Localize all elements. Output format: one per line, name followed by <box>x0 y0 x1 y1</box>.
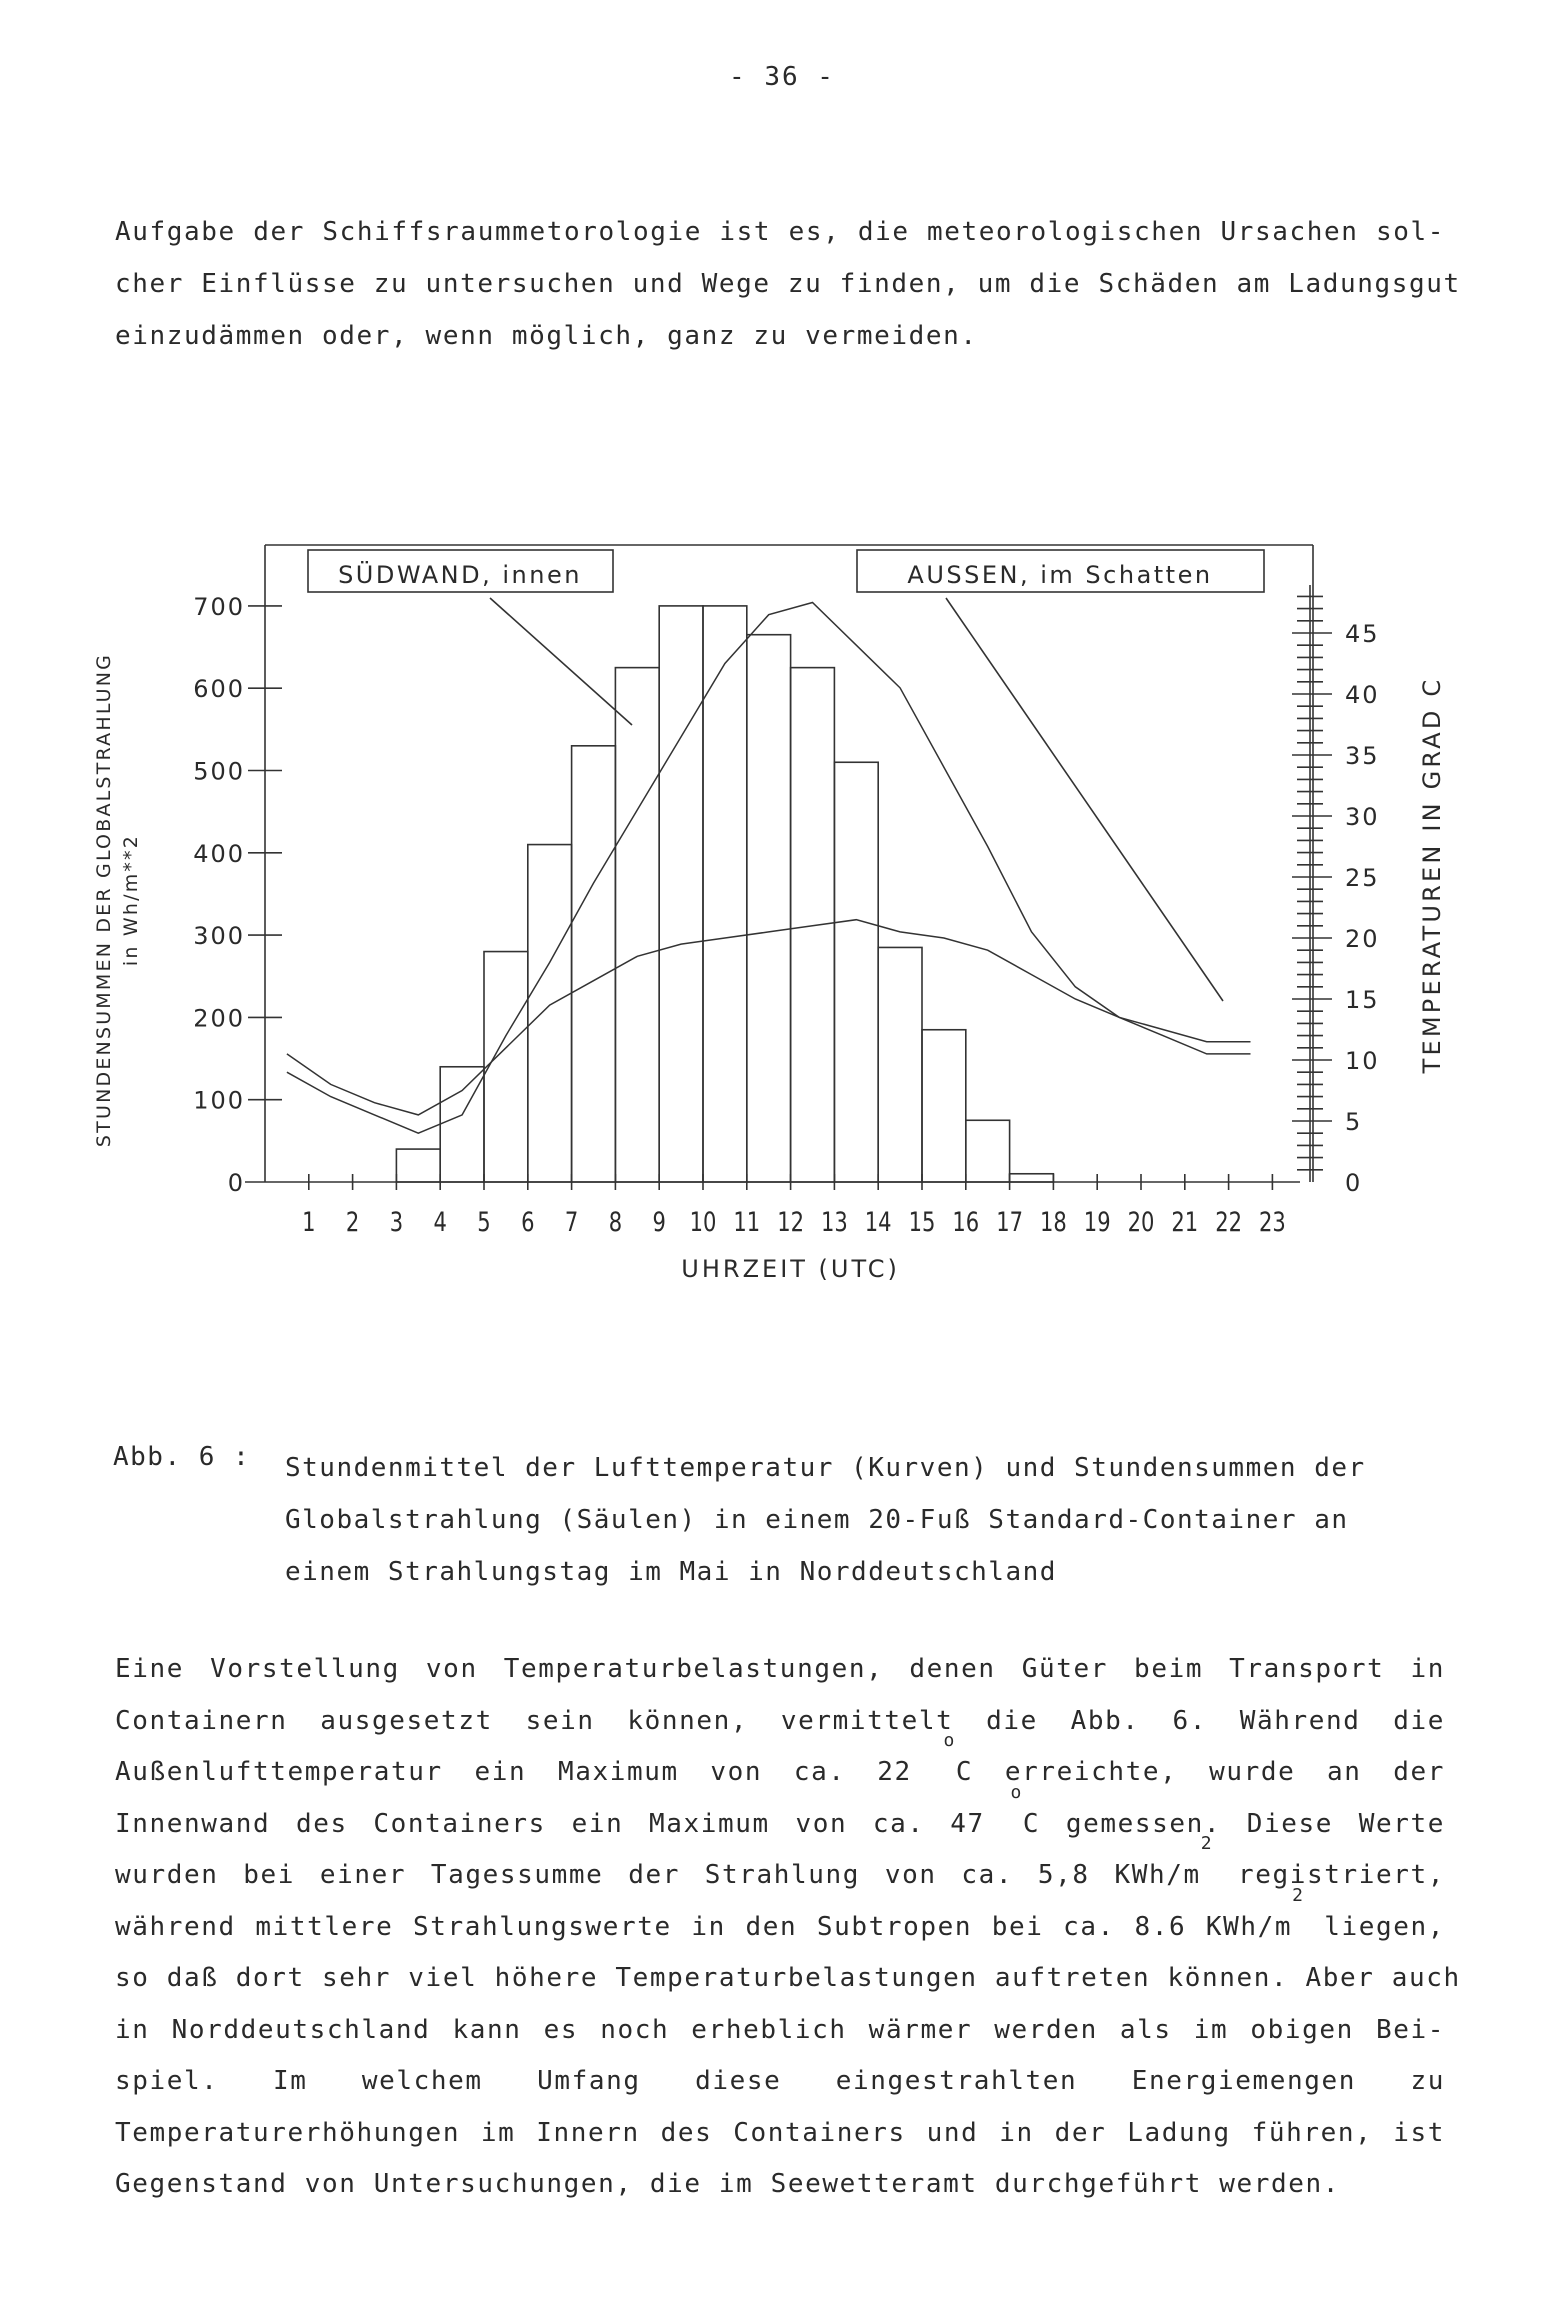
y-left-axis-unit: in Wh/m**2 <box>120 833 142 967</box>
degree-sign: o <box>1010 1781 1023 1803</box>
radiation-bar <box>572 746 616 1182</box>
x-tick-label: 12 <box>777 1206 805 1238</box>
intro-line: einzudämmen oder, wenn möglich, ganz zu vermeiden. <box>115 321 978 351</box>
y-right-tick-label: 45 <box>1345 620 1380 648</box>
x-tick-label: 22 <box>1215 1206 1243 1238</box>
x-tick-label: 11 <box>733 1206 761 1238</box>
radiation-bar <box>440 1067 484 1182</box>
y-left-tick-label: 500 <box>193 757 245 786</box>
intro-line: Aufgabe der Schiffsraummetorologie ist es, die meteorologischen Ursachen sol- <box>115 217 1445 247</box>
aussen-label: AUSSEN, im Schatten <box>907 561 1213 589</box>
radiation-bar <box>1010 1174 1054 1182</box>
radiation-bar <box>747 635 791 1182</box>
y-right-tick-label: 25 <box>1345 864 1380 892</box>
body-line: wurden bei einer Tagessumme der Strahlung von ca. 5,8 KWh/$m^2$ registriert, <box>115 1833 1445 1890</box>
radiation-bar <box>659 606 703 1182</box>
y-right-tick-label: 0 <box>1345 1169 1363 1197</box>
y-left-tick-label: 700 <box>193 592 245 621</box>
intro-paragraph <box>115 206 1461 362</box>
caption-line: Globalstrahlung (Säulen) in einem 20-Fuß Standard-Container an <box>285 1505 1349 1535</box>
x-tick-label: 16 <box>952 1206 980 1238</box>
x-tick-label: 10 <box>689 1206 717 1238</box>
radiation-bar <box>528 845 572 1182</box>
caption-label: Abb. 6 : <box>113 1442 251 1472</box>
radiation-temperature-chart <box>0 520 1564 1320</box>
x-tick-label: 8 <box>608 1206 623 1238</box>
radiation-bar <box>966 1120 1010 1182</box>
radiation-bar <box>615 668 659 1182</box>
caption-line: Stundenmittel der Lufttemperatur (Kurven) und Stundensummen der <box>285 1453 1366 1483</box>
y-right-tick-label: 35 <box>1345 742 1380 770</box>
body-line: so daß dort sehr viel höhere Temperaturbelastungen auftreten können. Aber auch <box>115 1963 1461 1993</box>
exponent: 2 <box>1200 1833 1214 1854</box>
body-line: spiel. Im welchem Umfang diese eingestrahlten Energiemengen zu <box>115 2066 1445 2096</box>
aussen-leader-line <box>946 598 1223 1001</box>
x-tick-label: 13 <box>820 1206 848 1238</box>
radiation-bar <box>834 762 878 1182</box>
body-line: Eine Vorstellung von Temperaturbelastungen, denen Güter beim Transport in <box>115 1654 1445 1684</box>
body-line: Temperaturerhöhungen im Innern des Containers und in der Ladung führen, ist <box>115 2117 1445 2148</box>
y-right-tick-label: 30 <box>1345 803 1380 831</box>
y-left-tick-label: 300 <box>193 922 245 951</box>
x-tick-label: 2 <box>345 1206 360 1238</box>
degree-sign: o <box>943 1730 956 1751</box>
x-tick-label: 23 <box>1258 1206 1286 1238</box>
x-axis-label: UHRZEIT (UTC) <box>681 1255 900 1283</box>
x-tick-label: 7 <box>564 1206 579 1238</box>
y-left-tick-label: 600 <box>193 675 245 704</box>
x-tick-label: 1 <box>302 1206 316 1238</box>
page-number: - 36 - <box>729 62 835 92</box>
x-tick-label: 4 <box>433 1206 447 1238</box>
y-right-tick-label: 10 <box>1345 1047 1380 1075</box>
radiation-bar <box>396 1149 440 1182</box>
y-right-tick-label: 5 <box>1345 1108 1363 1136</box>
body-line: Containern ausgesetzt sein können, vermittelt die Abb. 6. Während die <box>115 1705 1445 1736</box>
body-paragraph <box>115 1644 1461 2211</box>
radiation-bar <box>878 947 922 1182</box>
y-left-tick-label: 200 <box>193 1004 245 1033</box>
x-tick-label: 20 <box>1127 1206 1155 1238</box>
y-left-tick-label: 400 <box>193 839 245 868</box>
y-right-tick-label: 40 <box>1345 681 1380 709</box>
body-line: Innenwand des Containers ein Maximum von ca. 47 $^o$C gemessen. Diese Werte <box>115 1781 1445 1839</box>
y-right-axis-label: TEMPERATUREN IN GRAD C <box>1418 676 1446 1074</box>
body-line: Gegenstand von Untersuchungen, die im Seewetteramt durchgeführt werden. <box>115 2169 1340 2199</box>
x-tick-label: 5 <box>477 1206 491 1238</box>
radiation-bar <box>703 606 747 1182</box>
y-left-tick-label: 100 <box>193 1086 245 1115</box>
body-line: Außenlufttemperatur ein Maximum von ca. 22 $^o$C erreichte, wurde an der <box>115 1730 1445 1787</box>
x-tick-label: 15 <box>908 1206 936 1238</box>
radiation-bar <box>922 1030 966 1182</box>
body-line: während mittlere Strahlungswerte in den Subtropen bei ca. 8.6 KWh/$m^2$ liegen, <box>115 1884 1445 1942</box>
body-line: in Norddeutschland kann es noch erheblich wärmer werden als im obigen Bei- <box>115 2014 1445 2045</box>
aussen-temperature-line <box>287 920 1251 1115</box>
sudwand-label: SÜDWAND, innen <box>338 561 582 589</box>
exponent: 2 <box>1292 1884 1305 1906</box>
radiation-bar <box>484 952 528 1182</box>
x-tick-label: 14 <box>864 1206 892 1238</box>
x-tick-label: 18 <box>1039 1206 1067 1238</box>
x-tick-label: 21 <box>1171 1206 1199 1238</box>
x-tick-label: 3 <box>389 1206 404 1238</box>
caption-line: einem Strahlungstag im Mai in Norddeutschland <box>285 1557 1057 1587</box>
x-tick-label: 9 <box>652 1206 666 1238</box>
x-tick-label: 17 <box>996 1206 1024 1238</box>
intro-line: cher Einflüsse zu untersuchen und Wege zu finden, um die Schäden am Ladungsgut <box>115 269 1461 299</box>
x-tick-label: 19 <box>1083 1206 1111 1238</box>
y-left-tick-label: 0 <box>227 1169 245 1197</box>
sudwand-leader-line <box>490 598 632 725</box>
sudwand-temperature-line <box>287 603 1251 1134</box>
x-tick-label: 6 <box>521 1206 535 1238</box>
radiation-bar <box>791 668 835 1182</box>
y-left-axis-label: STUNDENSUMMEN DER GLOBALSTRAHLUNG <box>93 652 115 1148</box>
y-right-tick-label: 20 <box>1345 925 1380 953</box>
y-right-tick-label: 15 <box>1345 986 1380 1014</box>
